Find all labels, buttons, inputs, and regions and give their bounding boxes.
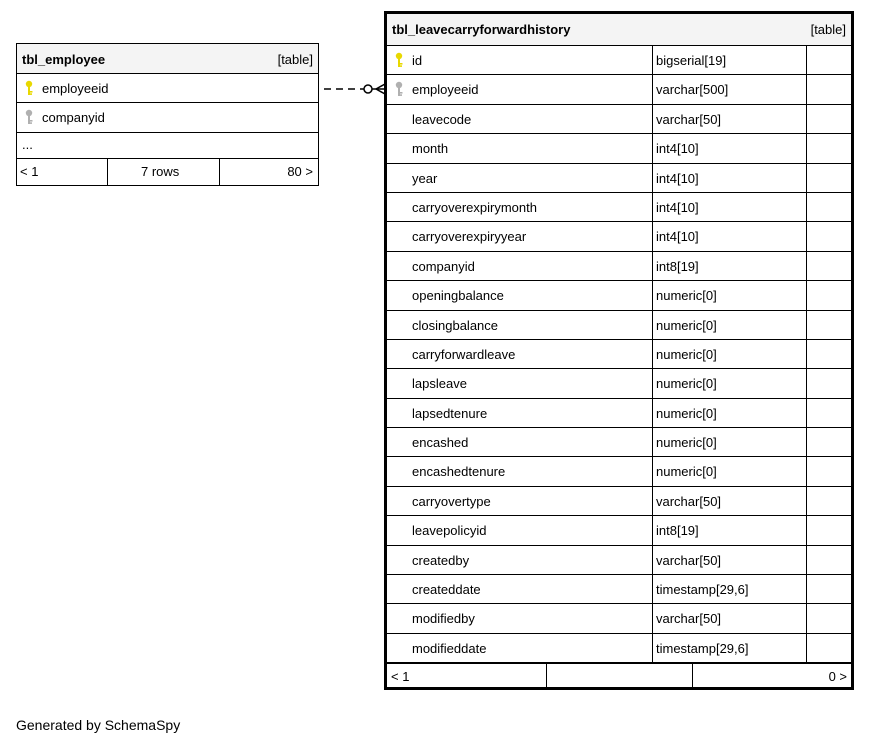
column-name[interactable]: lapsleave [412, 376, 467, 392]
column-type: varchar[500] [656, 82, 729, 98]
history-column-row[interactable] [387, 75, 851, 104]
history-column-row[interactable] [387, 252, 851, 281]
history-column-row[interactable] [387, 222, 851, 251]
foreign-key-icon [23, 109, 35, 125]
column-name[interactable]: leavecode [412, 111, 472, 127]
history-column-row[interactable] [387, 575, 851, 604]
column-name[interactable]: modifiedby [412, 611, 475, 627]
history-column-row[interactable] [387, 369, 851, 398]
column-name[interactable]: carryovertype [412, 493, 491, 509]
column-type: varchar[50] [656, 493, 722, 509]
column-name[interactable]: month [412, 141, 449, 157]
employee-column-row[interactable] [17, 103, 318, 132]
history-column-row[interactable] [387, 134, 851, 163]
column-type: numeric[0] [656, 464, 717, 480]
employee-table-header[interactable] [17, 44, 318, 74]
history-footer-prev[interactable]: < 1 [391, 669, 410, 685]
employee-table-footer [17, 159, 318, 185]
generated-by-label: Generated by SchemaSpy [16, 717, 181, 733]
history-table-footer [387, 663, 851, 689]
history-column-row[interactable] [387, 546, 851, 575]
column-type: int8[19] [656, 523, 699, 539]
column-type: numeric[0] [656, 435, 717, 451]
column-type: int4[10] [656, 141, 699, 157]
column-type: varchar[50] [656, 111, 722, 127]
history-table-name[interactable]: tbl_leavecarryforwardhistory [392, 22, 571, 37]
column-type: int8[19] [656, 258, 699, 274]
column-name[interactable]: carryoverexpiryyear [412, 229, 527, 245]
column-name[interactable]: modifieddate [412, 640, 487, 656]
column-name[interactable]: openingbalance [412, 288, 504, 304]
history-column-row[interactable] [387, 193, 851, 222]
primary-key-icon [23, 80, 35, 96]
column-name[interactable]: employeeid [412, 82, 479, 98]
column-name[interactable]: employeeid [42, 81, 109, 96]
column-type: numeric[0] [656, 288, 717, 304]
column-name[interactable]: closingbalance [412, 317, 499, 333]
column-name[interactable]: carryforwardleave [412, 346, 516, 362]
column-type: varchar[50] [656, 611, 722, 627]
column-name[interactable]: companyid [42, 110, 105, 126]
employee-table-kind: [table] [277, 52, 313, 67]
history-column-row[interactable] [387, 604, 851, 633]
history-column-row[interactable] [387, 428, 851, 457]
column-type: timestamp[29,6] [656, 582, 749, 598]
column-name[interactable]: createdby [412, 552, 470, 568]
history-column-row[interactable] [387, 487, 851, 516]
history-column-row[interactable] [387, 281, 851, 310]
zero-cardinality-marker [364, 85, 372, 93]
column-name[interactable]: id [412, 53, 423, 68]
column-type: numeric[0] [656, 346, 717, 362]
history-column-row[interactable] [387, 340, 851, 369]
column-type: timestamp[29,6] [656, 640, 749, 656]
history-table[interactable] [384, 11, 854, 690]
foreign-key-icon [393, 81, 405, 97]
column-type: int4[10] [656, 170, 699, 186]
employee-column-row[interactable] [17, 74, 318, 103]
column-name[interactable]: leavepolicyid [412, 523, 487, 539]
more-columns-indicator: ... [17, 133, 318, 159]
column-type: int4[10] [656, 229, 699, 245]
history-column-row[interactable] [387, 105, 851, 134]
column-name[interactable]: createddate [412, 582, 481, 598]
history-column-row[interactable] [387, 46, 851, 75]
employee-table-name[interactable]: tbl_employee [22, 52, 106, 67]
column-type: numeric[0] [656, 405, 717, 421]
column-type: varchar[50] [656, 552, 722, 568]
employee-footer-prev[interactable]: < 1 [20, 163, 39, 179]
column-name[interactable]: encashed [412, 435, 469, 451]
column-type: bigserial[19] [656, 53, 727, 68]
employee-footer-next[interactable]: 80 > [287, 163, 313, 179]
employee-table[interactable] [16, 43, 319, 186]
employee-row-count: 7 rows [141, 163, 180, 179]
history-footer-next[interactable]: 0 > [828, 669, 847, 685]
history-column-row[interactable] [387, 516, 851, 545]
column-name[interactable]: lapsedtenure [412, 405, 488, 421]
primary-key-icon [393, 52, 405, 68]
column-name[interactable]: companyid [412, 258, 475, 274]
column-name[interactable]: carryoverexpirymonth [412, 199, 537, 215]
history-column-row[interactable] [387, 311, 851, 340]
column-type: int4[10] [656, 199, 699, 215]
column-name[interactable]: year [412, 170, 438, 186]
history-column-row[interactable] [387, 399, 851, 428]
column-type: numeric[0] [656, 317, 717, 333]
history-column-row[interactable] [387, 164, 851, 193]
column-name[interactable]: encashedtenure [412, 464, 506, 480]
history-column-row[interactable] [387, 457, 851, 486]
column-type: numeric[0] [656, 376, 717, 392]
history-table-header[interactable] [387, 14, 851, 46]
history-table-kind: [table] [810, 22, 846, 37]
history-column-row[interactable] [387, 634, 851, 663]
